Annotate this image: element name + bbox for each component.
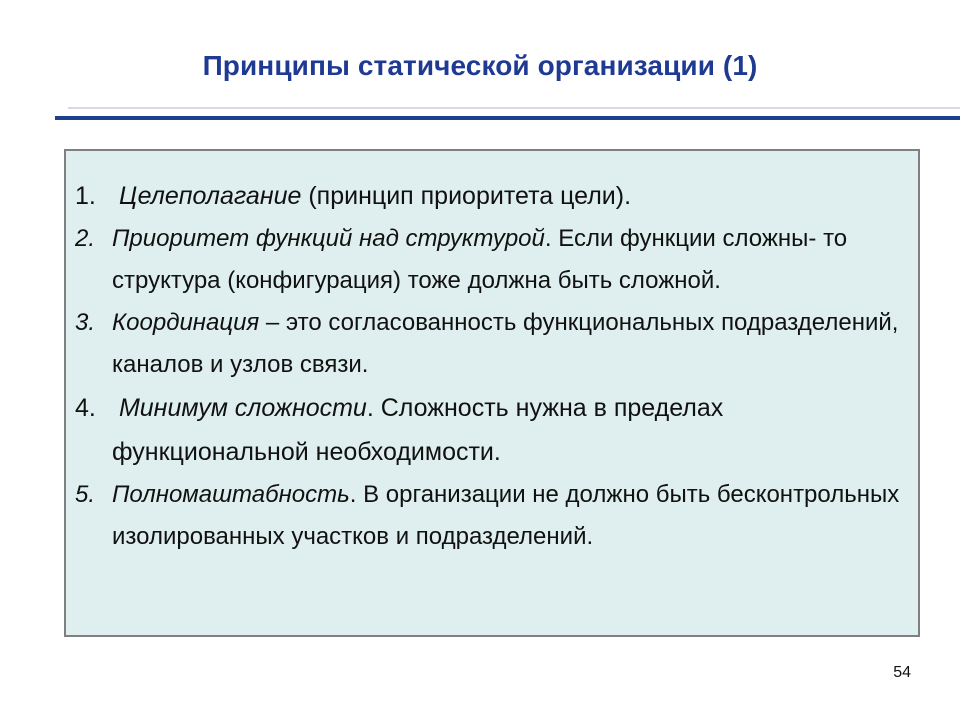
item-text: . Если функции сложны- то структура (конфигурация) тоже должна быть сложной. — [112, 225, 848, 294]
item-term: Полномаштабность — [112, 481, 350, 508]
page-number: 54 — [893, 664, 911, 681]
item-body — [75, 474, 905, 558]
item-number: 4. — [75, 394, 96, 422]
item-number: 5. — [75, 481, 96, 508]
list-item — [75, 218, 905, 302]
title-divider-thin — [68, 107, 960, 109]
list-item — [75, 302, 905, 386]
item-term: Приоритет функций над структурой — [112, 225, 545, 252]
item-number: 1. — [75, 182, 96, 210]
principles-list — [75, 174, 905, 558]
list-item — [75, 474, 905, 558]
item-term: Минимум сложности — [118, 394, 367, 422]
item-term: Целеполагание — [118, 182, 302, 210]
item-text: – это согласованность функциональных подразделений, каналов и узлов связи. — [112, 309, 899, 378]
item-text: (принцип приоритета цели). — [301, 182, 632, 210]
item-body — [75, 302, 905, 386]
item-text: . Сложность нужна в пределах функциональной необходимости. — [112, 394, 724, 466]
title-divider-thick — [55, 116, 960, 120]
item-body — [75, 386, 905, 474]
item-number: 3. — [75, 309, 96, 336]
item-term: Координация — [112, 309, 260, 336]
item-body — [75, 174, 905, 218]
list-item — [75, 174, 905, 218]
list-item — [75, 386, 905, 474]
slide-title: Принципы статической организации (1) — [202, 50, 758, 81]
item-text: . В организации не должно быть бесконтрольных изолированных участков и подразделений. — [112, 481, 900, 550]
item-number: 2. — [75, 225, 96, 252]
item-body — [75, 218, 905, 302]
